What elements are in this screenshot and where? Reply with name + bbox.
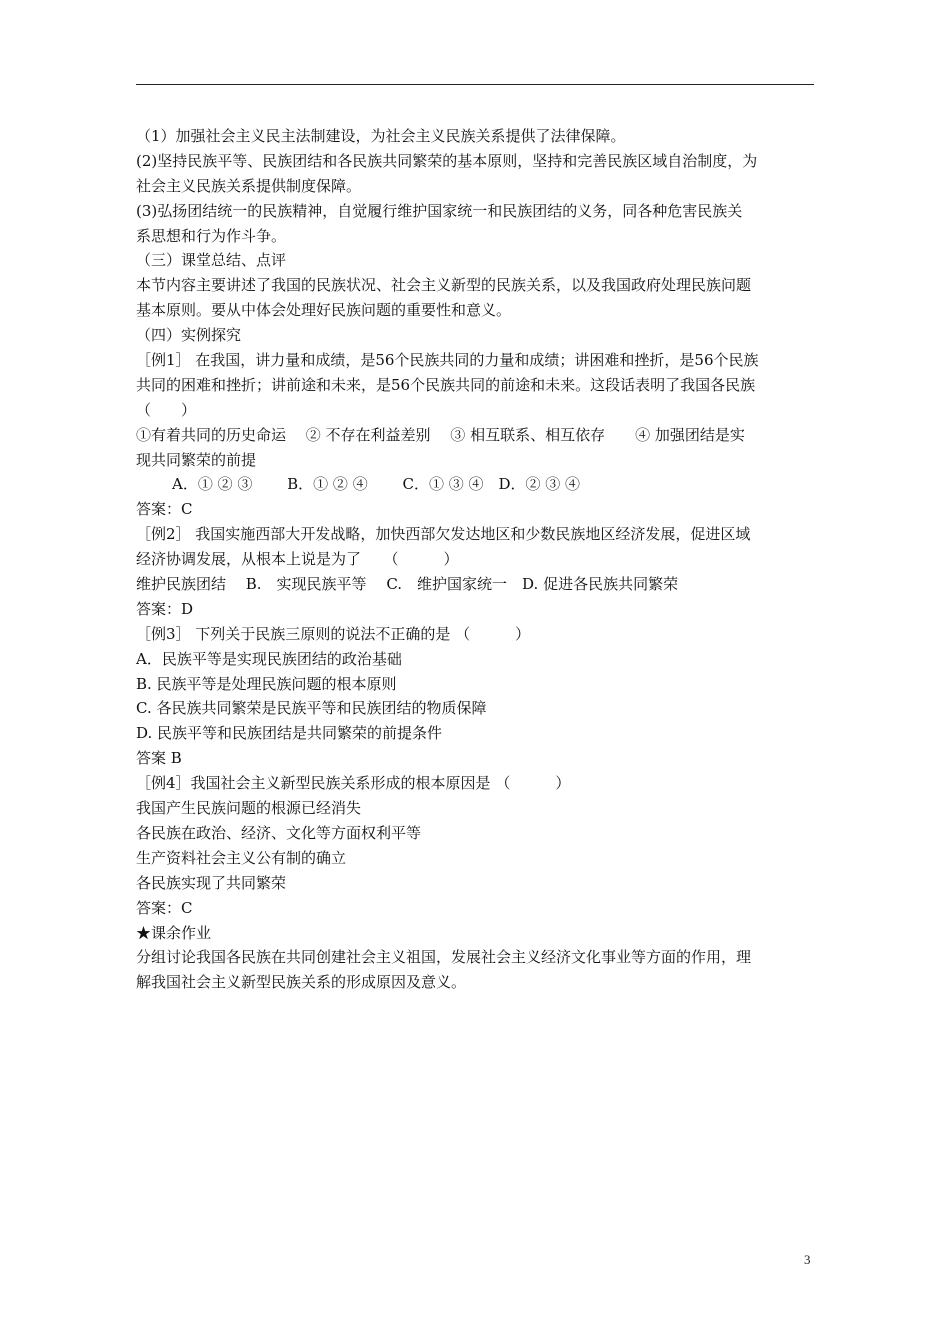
text-line: (3)弘扬团结统一的民族精神，自觉履行维护国家统一和民族团结的义务，同各种危害民族关 — [136, 201, 743, 220]
text-line: 经济协调发展，从根本上说是为了 （ ） — [136, 550, 459, 569]
page-number: 3 — [804, 1252, 811, 1267]
answer-line: 答案：C — [136, 898, 193, 917]
header-rule — [136, 84, 814, 85]
answer-options: A．① ② ③ B．① ② ④ C．① ③ ④ D．② ③ ④ — [172, 475, 581, 494]
section-heading: （三）课堂总结、点评 — [136, 251, 287, 270]
text-line: （1）加强社会主义民主法制建设，为社会主义民族关系提供了法律保障。 — [136, 127, 626, 145]
example-question: ［例1］ 在我国，讲力量和成绩，是56个民族共同的力量和成绩；讲困难和挫折，是56个民族 — [136, 351, 759, 370]
answer-line: 答案：C — [136, 500, 193, 519]
section-heading: （四）实例探究 — [136, 326, 242, 345]
answer-line: 答案 B — [136, 749, 182, 768]
option-line: A．民族平等是实现民族团结的政治基础 — [136, 649, 402, 668]
text-line: (2)坚持民族平等、民族团结和各民族共同繁荣的基本原则，坚持和完善民族区域自治制度，为 — [136, 151, 758, 170]
option-line: ①有着共同的历史命运 ② 不存在利益差别 ③ 相互联系、相互依存 ④ 加强团结是实 — [136, 425, 745, 444]
option-line: 各民族实现了共同繁荣 — [136, 873, 287, 892]
example-question: ［例4］我国社会主义新型民族关系形成的根本原因是 （ ） — [136, 774, 571, 793]
option-line: 现共同繁荣的前提 — [136, 450, 257, 469]
text-line: 系思想和行为作斗争。 — [136, 226, 287, 245]
text-line: （ ） — [136, 400, 197, 419]
option-line: C. 各民族共同繁荣是民族平等和民族团结的物质保障 — [136, 699, 487, 718]
option-line: D. 民族平等和民族团结是共同繁荣的前提条件 — [136, 724, 443, 743]
option-line: 生产资料社会主义公有制的确立 — [136, 848, 347, 867]
option-line: 各民族在政治、经济、文化等方面权利平等 — [136, 823, 422, 842]
text-line: 共同的困难和挫折；讲前途和未来，是56个民族共同的前途和未来。这段话表明了我国各民族 — [136, 375, 756, 394]
text-line: 基本原则。要从中体会处理好民族问题的重要性和意义。 — [136, 301, 512, 320]
option-line: 维护民族团结 B. 实现民族平等 C. 维护国家统一 D. 促进各民族共同繁荣 — [136, 575, 679, 594]
document-body — [136, 124, 816, 995]
option-line: 我国产生民族问题的根源已经消失 — [136, 799, 362, 818]
example-question: ［例2］ 我国实施西部大开发战略，加快西部欠发达地区和少数民族地区经济发展，促进区域 — [136, 525, 751, 544]
text-line: 分组讨论我国各民族在共同创建社会主义祖国，发展社会主义经济文化事业等方面的作用，理 — [136, 948, 752, 967]
section-heading: ★课余作业 — [136, 923, 212, 942]
example-question: ［例3］ 下列关于民族三原则的说法不正确的是 （ ） — [136, 624, 531, 643]
text-line: 社会主义民族关系提供制度保障。 — [136, 176, 362, 195]
text-line: 本节内容主要讲述了我国的民族状况、社会主义新型的民族关系，以及我国政府处理民族问题 — [136, 276, 752, 295]
option-line: B. 民族平等是处理民族问题的根本原则 — [136, 674, 397, 693]
answer-line: 答案：D — [136, 599, 194, 618]
text-line: 解我国社会主义新型民族关系的形成原因及意义。 — [136, 973, 467, 992]
